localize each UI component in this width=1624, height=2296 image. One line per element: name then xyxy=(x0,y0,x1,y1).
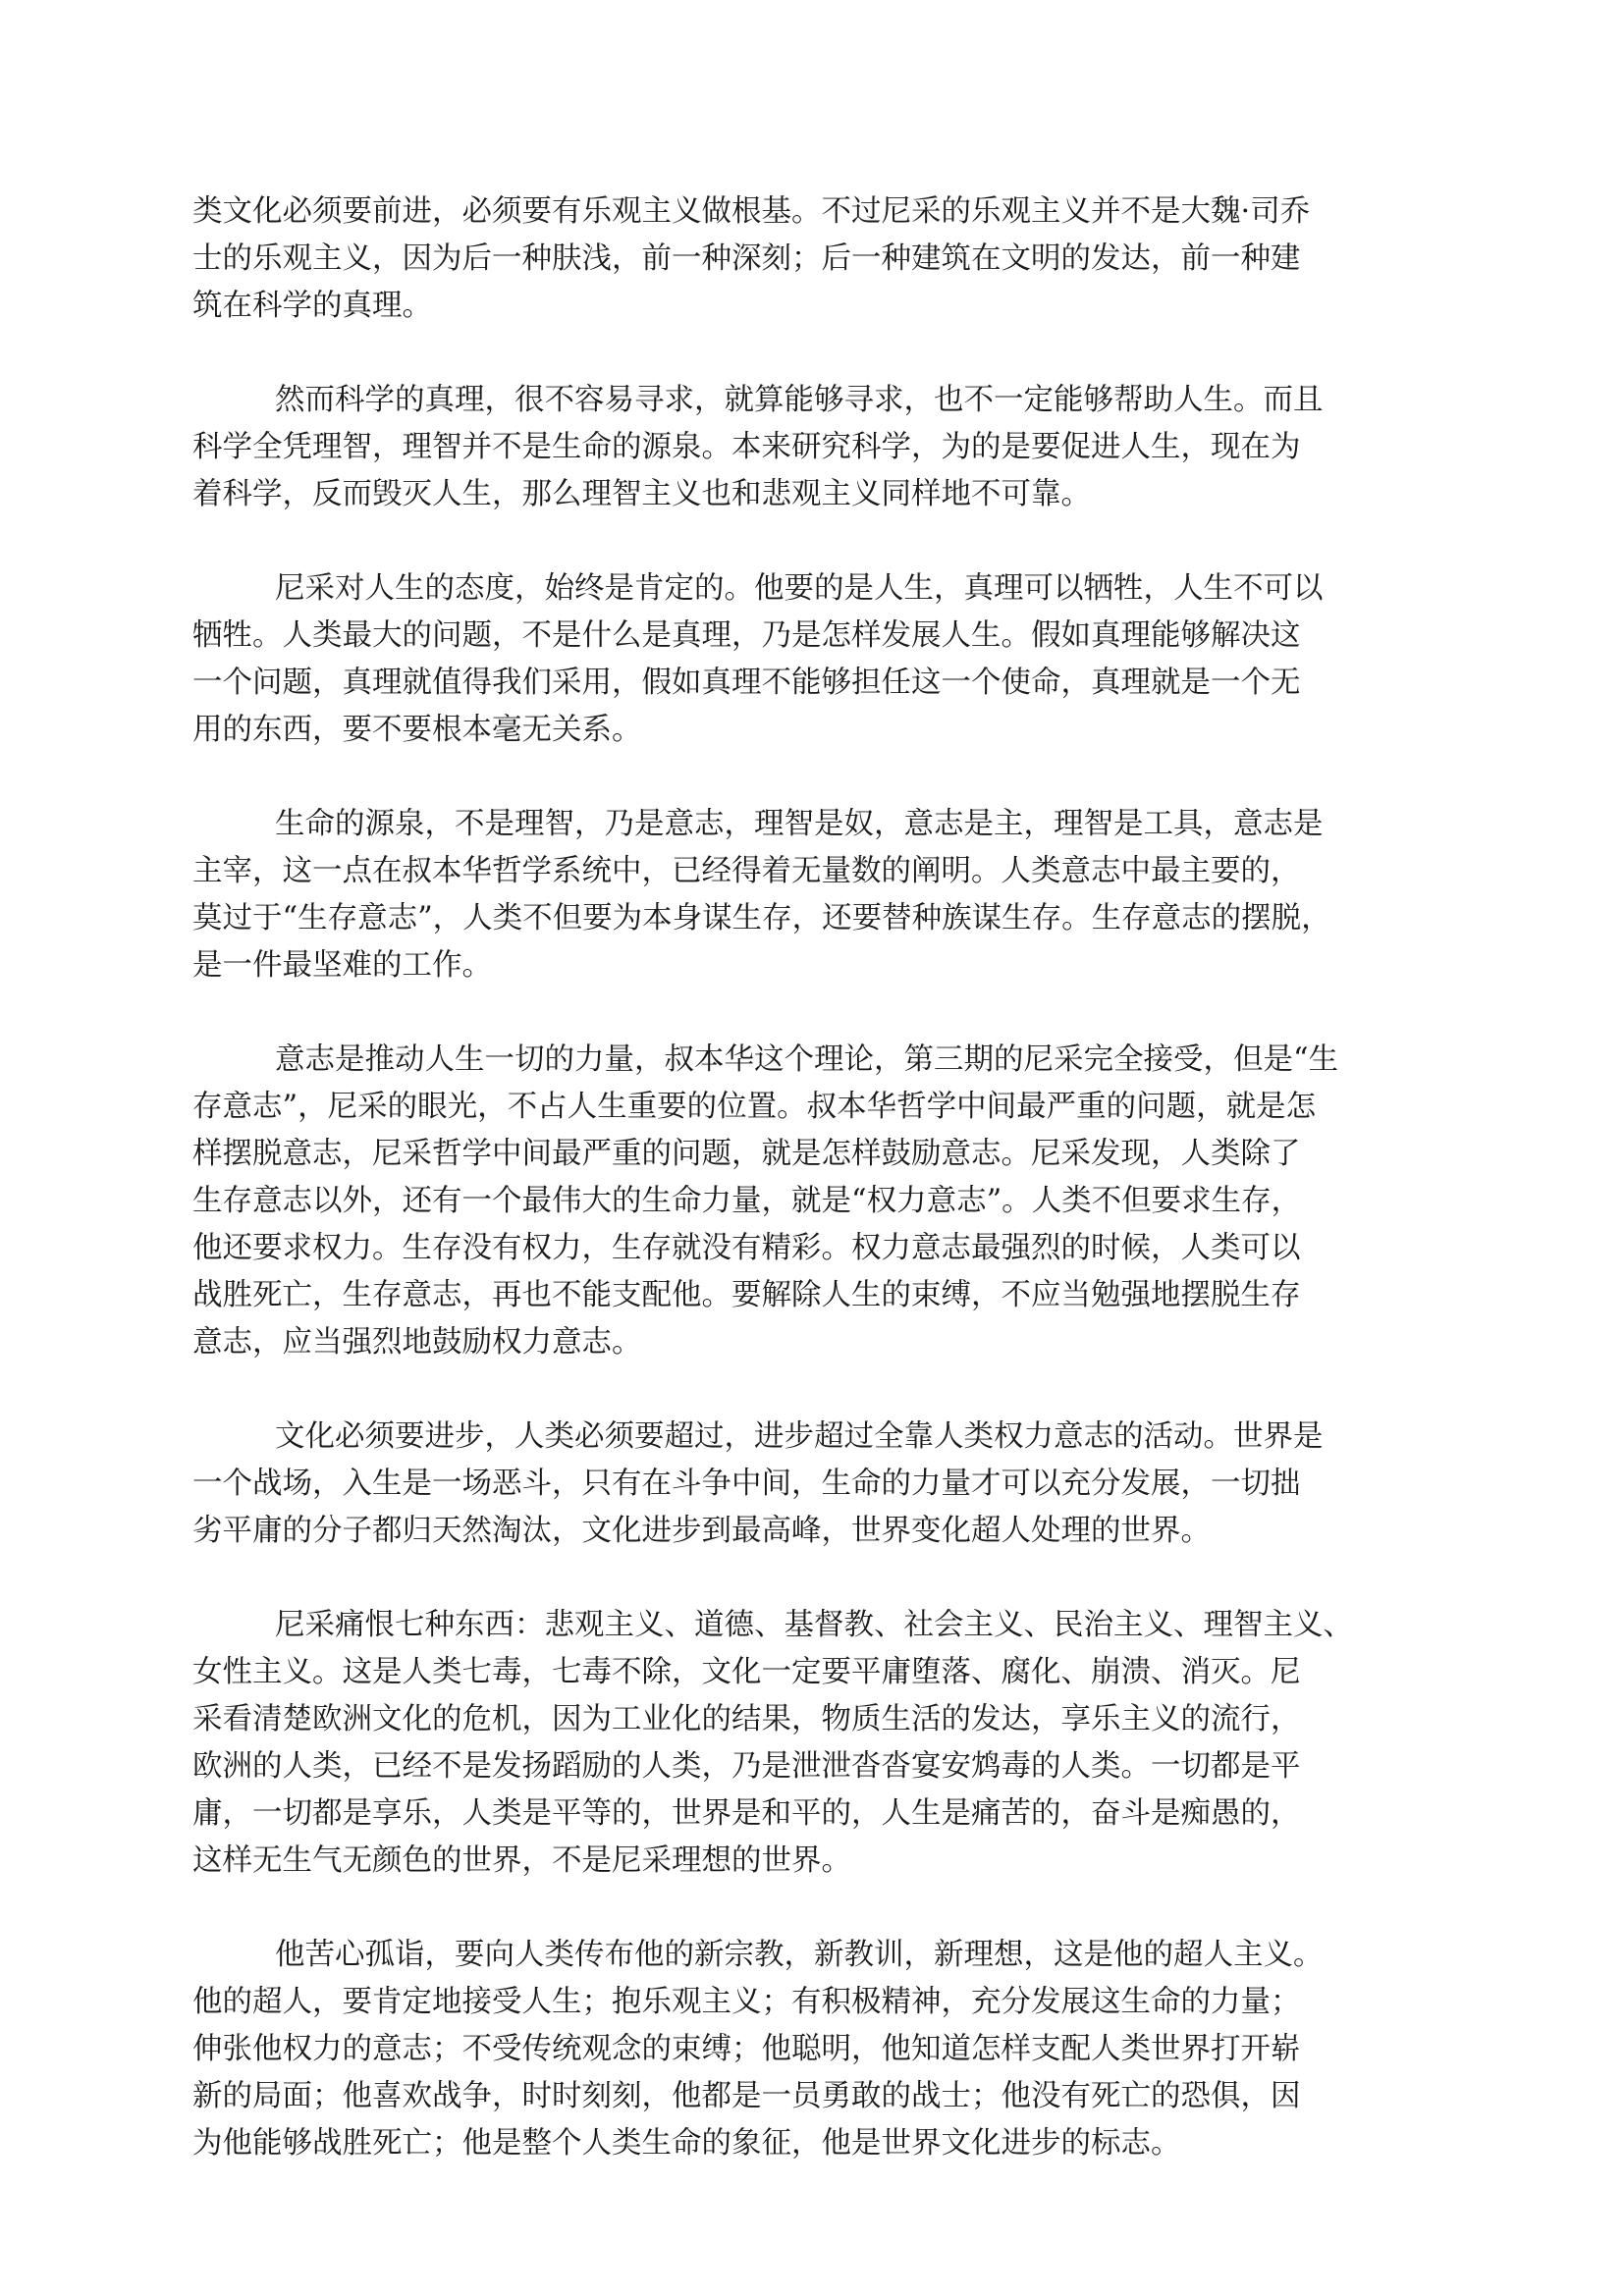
paragraph-8 xyxy=(192,1932,1469,2167)
text-line: 伸张他权力的意志；不受传统观念的束缚；他聪明，他知道怎样支配人类世界打开崭 xyxy=(192,2032,1301,2066)
text-line: 牺牲。人类最大的问题，不是什么是真理，乃是怎样发展人生。假如真理能够解决这 xyxy=(192,618,1301,653)
text-line: 文化必须要进步，人类必须要超过，进步超过全靠人类权力意志的活动。世界是 xyxy=(275,1419,1324,1454)
paragraph-3 xyxy=(192,565,1469,754)
text-line: 战胜死亡，生存意志，再也不能支配他。要解除人生的束缚，不应当勉强地摆脱生存 xyxy=(192,1278,1301,1312)
text-line: 庸，一切都是享乐，人类是平等的，世界是和平的，人生是痛苦的，奋斗是痴愚的， xyxy=(192,1796,1301,1831)
paragraph-1 xyxy=(192,188,1469,330)
text-line: 一个战场，入生是一场恶斗，只有在斗争中间，生命的力量才可以充分发展，一切拙 xyxy=(192,1467,1301,1501)
text-line: 是一件最坚难的工作。 xyxy=(192,948,492,983)
paragraph-5 xyxy=(192,1037,1469,1366)
text-line: 科学全凭理智，理智并不是生命的源泉。本来研究科学，为的是要促进人生，现在为 xyxy=(192,430,1301,464)
text-line: 尼采对人生的态度，始终是肯定的。他要的是人生，真理可以牺牲，人生不可以 xyxy=(275,571,1324,606)
body-text xyxy=(192,188,1469,2215)
paragraph-6 xyxy=(192,1414,1469,1555)
text-line: 意志，应当强烈地鼓励权力意志。 xyxy=(192,1325,642,1360)
text-line: 士的乐观主义，因为后一种肤浅，前一种深刻；后一种建筑在文明的发达，前一种建 xyxy=(192,241,1301,276)
text-line: 筑在科学的真理。 xyxy=(192,289,432,323)
text-line: 然而科学的真理，很不容易寻求，就算能够寻求，也不一定能够帮助人生。而且 xyxy=(275,383,1324,417)
text-line: 主宰，这一点在叔本华哲学系统中，已经得着无量数的阐明。人类意志中最主要的， xyxy=(192,854,1301,888)
paragraph-7 xyxy=(192,1602,1469,1885)
text-line: 为他能够战胜死亡；他是整个人类生命的象征，他是世界文化进步的标志。 xyxy=(192,2126,1181,2161)
text-line: 用的东西，要不要根本毫无关系。 xyxy=(192,713,642,747)
paragraph-2 xyxy=(192,377,1469,518)
text-line: 莫过于“生存意志”，人类不但要为本身谋生存，还要替种族谋生存。生存意志的摆脱， xyxy=(192,901,1331,935)
text-line: 新的局面；他喜欢战争，时时刻刻，他都是一员勇敢的战士；他没有死亡的恐俱，因 xyxy=(192,2079,1301,2113)
text-line: 样摆脱意志，尼采哲学中间最严重的问题，就是怎样鼓励意志。尼采发现，人类除了 xyxy=(192,1137,1301,1171)
text-line: 尼采痛恨七种东西：悲观主义、道德、基督教、社会主义、民治主义、理智主义、 xyxy=(275,1608,1353,1642)
text-line: 劣平庸的分子都归天然淘汰，文化进步到最高峰，世界变化超人处理的世界。 xyxy=(192,1514,1211,1548)
text-line: 存意志”，尼采的眼光，不占人生重要的位置。叔本华哲学中间最严重的问题，就是怎 xyxy=(192,1090,1317,1124)
text-line: 女性主义。这是人类七毒，七毒不除，文化一定要平庸堕落、腐化、崩溃、消灭。尼 xyxy=(192,1655,1301,1689)
text-line: 他苦心孤诣，要向人类传布他的新宗教，新教训，新理想，这是他的超人主义。 xyxy=(275,1938,1324,1972)
text-line: 生存意志以外，还有一个最伟大的生命力量，就是“权力意志”。人类不但要求生存， xyxy=(192,1184,1302,1218)
text-line: 这样无生气无颜色的世界，不是尼采理想的世界。 xyxy=(192,1843,851,1878)
paragraph-4 xyxy=(192,801,1469,989)
text-line: 意志是推动人生一切的力量，叔本华这个理论，第三期的尼采完全接受，但是“生 xyxy=(275,1042,1339,1077)
text-line: 采看清楚欧洲文化的危机，因为工业化的结果，物质生活的发达，享乐主义的流行， xyxy=(192,1702,1301,1736)
text-line: 欧洲的人类，已经不是发扬蹈励的人类，乃是泄泄沓沓宴安鸩毒的人类。一切都是平 xyxy=(192,1749,1301,1784)
text-line: 他的超人，要肯定地接受人生；抱乐观主义；有积极精神，充分发展这生命的力量； xyxy=(192,1985,1301,2019)
text-line: 他还要求权力。生存没有权力，生存就没有精彩。权力意志最强烈的时候，人类可以 xyxy=(192,1231,1301,1265)
text-line: 生命的源泉，不是理智，乃是意志，理智是奴，意志是主，理智是工具，意志是 xyxy=(275,807,1324,841)
text-line: 一个问题，真理就值得我们采用，假如真理不能够担任这一个使命，真理就是一个无 xyxy=(192,666,1301,700)
text-line: 着科学，反而毁灭人生，那么理智主义也和悲观主义同样地不可靠。 xyxy=(192,477,1091,511)
text-line: 类文化必须要前进，必须要有乐观主义做根基。不过尼采的乐观主义并不是大魏·司乔 xyxy=(192,194,1311,229)
